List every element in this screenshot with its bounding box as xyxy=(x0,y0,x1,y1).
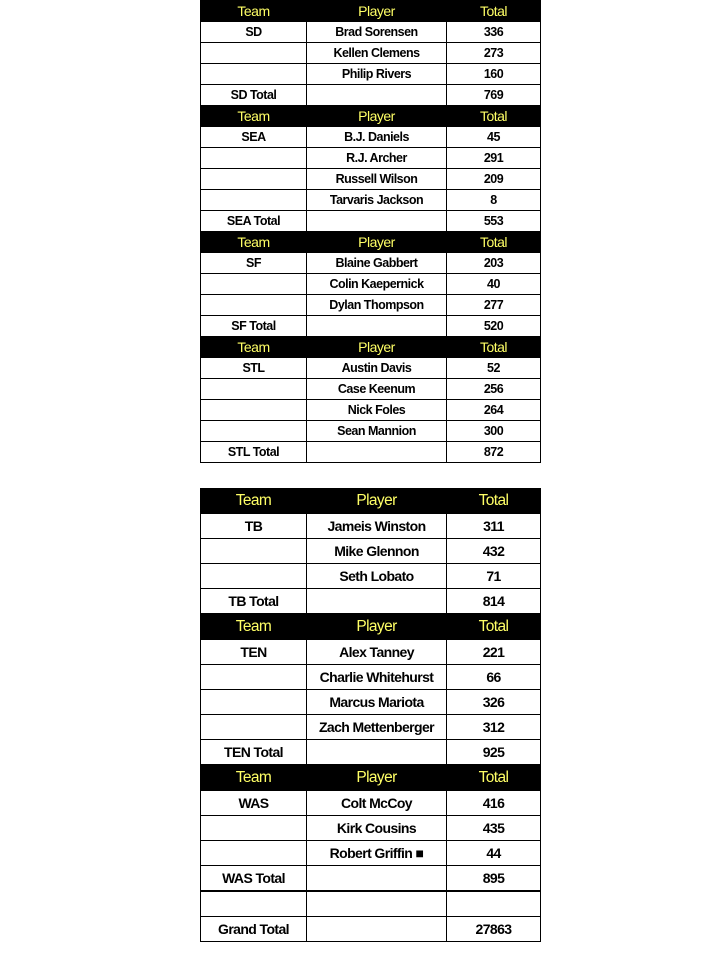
player-row xyxy=(201,379,541,400)
team-cell xyxy=(201,564,307,589)
team-total-value: 895 xyxy=(447,866,541,892)
total-header: Total xyxy=(447,337,541,358)
player-total: 221 xyxy=(447,640,541,665)
team-cell: SEA xyxy=(201,127,307,148)
team-total-row xyxy=(201,442,541,463)
team-total-label: SF Total xyxy=(201,316,307,337)
player-header: Player xyxy=(307,1,447,22)
total-header: Total xyxy=(447,232,541,253)
player-name: Sean Mannion xyxy=(307,421,447,442)
team-cell: TB xyxy=(201,514,307,539)
team-total-value: 925 xyxy=(447,740,541,766)
player-total: 209 xyxy=(447,169,541,190)
player-name: Alex Tanney xyxy=(307,640,447,665)
player-total: 326 xyxy=(447,690,541,715)
team-header: Team xyxy=(201,232,307,253)
player-total: 336 xyxy=(447,22,541,43)
player-name: Colin Kaepernick xyxy=(307,274,447,295)
player-row xyxy=(201,690,541,715)
player-name: Seth Lobato xyxy=(307,564,447,589)
empty-cell xyxy=(307,589,447,615)
team-cell xyxy=(201,148,307,169)
header-row xyxy=(201,232,541,253)
player-name: Robert Griffin ■ xyxy=(307,841,447,866)
player-header: Player xyxy=(307,106,447,127)
grand-total-row xyxy=(201,917,541,942)
team-header: Team xyxy=(201,1,307,22)
player-name: Tarvaris Jackson xyxy=(307,190,447,211)
player-name: Jameis Winston xyxy=(307,514,447,539)
player-total: 66 xyxy=(447,665,541,690)
team-cell xyxy=(201,274,307,295)
player-name: Philip Rivers xyxy=(307,64,447,85)
player-row xyxy=(201,22,541,43)
header-row xyxy=(201,106,541,127)
player-name: Austin Davis xyxy=(307,358,447,379)
team-cell xyxy=(201,64,307,85)
header-row xyxy=(201,765,541,791)
team-cell xyxy=(201,190,307,211)
player-row xyxy=(201,274,541,295)
player-total: 291 xyxy=(447,148,541,169)
team-total-row xyxy=(201,316,541,337)
team-total-row xyxy=(201,211,541,232)
team-cell xyxy=(201,841,307,866)
team-cell xyxy=(201,43,307,64)
player-row xyxy=(201,43,541,64)
player-name: Marcus Mariota xyxy=(307,690,447,715)
team-cell: WAS xyxy=(201,791,307,816)
player-row xyxy=(201,295,541,316)
player-name: R.J. Archer xyxy=(307,148,447,169)
team-total-value: 872 xyxy=(447,442,541,463)
player-total: 273 xyxy=(447,43,541,64)
player-name: Blaine Gabbert xyxy=(307,253,447,274)
header-row xyxy=(201,1,541,22)
empty-cell xyxy=(201,891,307,917)
player-total: 45 xyxy=(447,127,541,148)
header-row xyxy=(201,337,541,358)
player-name: Kellen Clemens xyxy=(307,43,447,64)
player-row xyxy=(201,715,541,740)
empty-cell xyxy=(307,740,447,766)
team-cell: TEN xyxy=(201,640,307,665)
player-total: 256 xyxy=(447,379,541,400)
player-header: Player xyxy=(307,232,447,253)
player-name: Mike Glennon xyxy=(307,539,447,564)
player-row xyxy=(201,400,541,421)
team-total-label: TEN Total xyxy=(201,740,307,766)
player-row xyxy=(201,841,541,866)
empty-cell xyxy=(307,442,447,463)
player-row xyxy=(201,564,541,589)
player-row xyxy=(201,148,541,169)
total-header: Total xyxy=(447,1,541,22)
total-header: Total xyxy=(447,106,541,127)
player-total: 300 xyxy=(447,421,541,442)
player-name: Russell Wilson xyxy=(307,169,447,190)
player-total: 8 xyxy=(447,190,541,211)
player-row xyxy=(201,514,541,539)
empty-cell xyxy=(307,891,447,917)
player-name: Dylan Thompson xyxy=(307,295,447,316)
team-total-label: WAS Total xyxy=(201,866,307,892)
team-total-row xyxy=(201,589,541,615)
team-total-label: SEA Total xyxy=(201,211,307,232)
team-cell xyxy=(201,816,307,841)
stats-table-bottom xyxy=(200,488,540,942)
empty-cell xyxy=(447,891,541,917)
player-row xyxy=(201,640,541,665)
player-row xyxy=(201,665,541,690)
team-total-value: 520 xyxy=(447,316,541,337)
stats-table-top xyxy=(200,0,540,463)
player-total: 264 xyxy=(447,400,541,421)
blank-row xyxy=(201,891,541,917)
team-cell xyxy=(201,665,307,690)
empty-cell xyxy=(307,917,447,942)
player-total: 311 xyxy=(447,514,541,539)
player-total: 416 xyxy=(447,791,541,816)
player-total: 312 xyxy=(447,715,541,740)
header-row xyxy=(201,614,541,640)
player-name: Nick Foles xyxy=(307,400,447,421)
player-header: Player xyxy=(307,337,447,358)
player-header: Player xyxy=(307,614,447,640)
empty-cell xyxy=(307,866,447,892)
player-row xyxy=(201,64,541,85)
grand-total-value: 27863 xyxy=(447,917,541,942)
team-cell: SF xyxy=(201,253,307,274)
player-total: 44 xyxy=(447,841,541,866)
team-cell xyxy=(201,690,307,715)
team-cell xyxy=(201,295,307,316)
player-row xyxy=(201,791,541,816)
team-cell xyxy=(201,715,307,740)
player-name: B.J. Daniels xyxy=(307,127,447,148)
player-name: Kirk Cousins xyxy=(307,816,447,841)
grand-total-label: Grand Total xyxy=(201,917,307,942)
player-row xyxy=(201,169,541,190)
team-cell xyxy=(201,169,307,190)
player-row xyxy=(201,539,541,564)
team-total-row xyxy=(201,740,541,766)
player-total: 52 xyxy=(447,358,541,379)
player-header: Player xyxy=(307,489,447,514)
team-cell: SD xyxy=(201,22,307,43)
player-total: 277 xyxy=(447,295,541,316)
empty-cell xyxy=(307,316,447,337)
player-name: Brad Sorensen xyxy=(307,22,447,43)
player-name: Case Keenum xyxy=(307,379,447,400)
team-total-label: STL Total xyxy=(201,442,307,463)
player-total: 203 xyxy=(447,253,541,274)
player-row xyxy=(201,421,541,442)
player-row xyxy=(201,358,541,379)
team-header: Team xyxy=(201,106,307,127)
team-cell xyxy=(201,400,307,421)
total-header: Total xyxy=(447,614,541,640)
team-total-value: 553 xyxy=(447,211,541,232)
team-header: Team xyxy=(201,489,307,514)
player-name: Colt McCoy xyxy=(307,791,447,816)
header-row xyxy=(201,489,541,514)
team-total-value: 814 xyxy=(447,589,541,615)
player-total: 435 xyxy=(447,816,541,841)
player-row xyxy=(201,816,541,841)
team-cell xyxy=(201,379,307,400)
player-row xyxy=(201,127,541,148)
player-total: 71 xyxy=(447,564,541,589)
team-header: Team xyxy=(201,614,307,640)
total-header: Total xyxy=(447,765,541,791)
player-total: 40 xyxy=(447,274,541,295)
empty-cell xyxy=(307,85,447,106)
team-total-label: TB Total xyxy=(201,589,307,615)
player-total: 432 xyxy=(447,539,541,564)
team-cell xyxy=(201,539,307,564)
team-total-row xyxy=(201,866,541,892)
player-row xyxy=(201,190,541,211)
player-header: Player xyxy=(307,765,447,791)
player-name: Zach Mettenberger xyxy=(307,715,447,740)
total-header: Total xyxy=(447,489,541,514)
team-total-row xyxy=(201,85,541,106)
team-total-label: SD Total xyxy=(201,85,307,106)
team-cell xyxy=(201,421,307,442)
player-row xyxy=(201,253,541,274)
team-header: Team xyxy=(201,337,307,358)
team-header: Team xyxy=(201,765,307,791)
team-cell: STL xyxy=(201,358,307,379)
team-total-value: 769 xyxy=(447,85,541,106)
empty-cell xyxy=(307,211,447,232)
player-total: 160 xyxy=(447,64,541,85)
player-name: Charlie Whitehurst xyxy=(307,665,447,690)
